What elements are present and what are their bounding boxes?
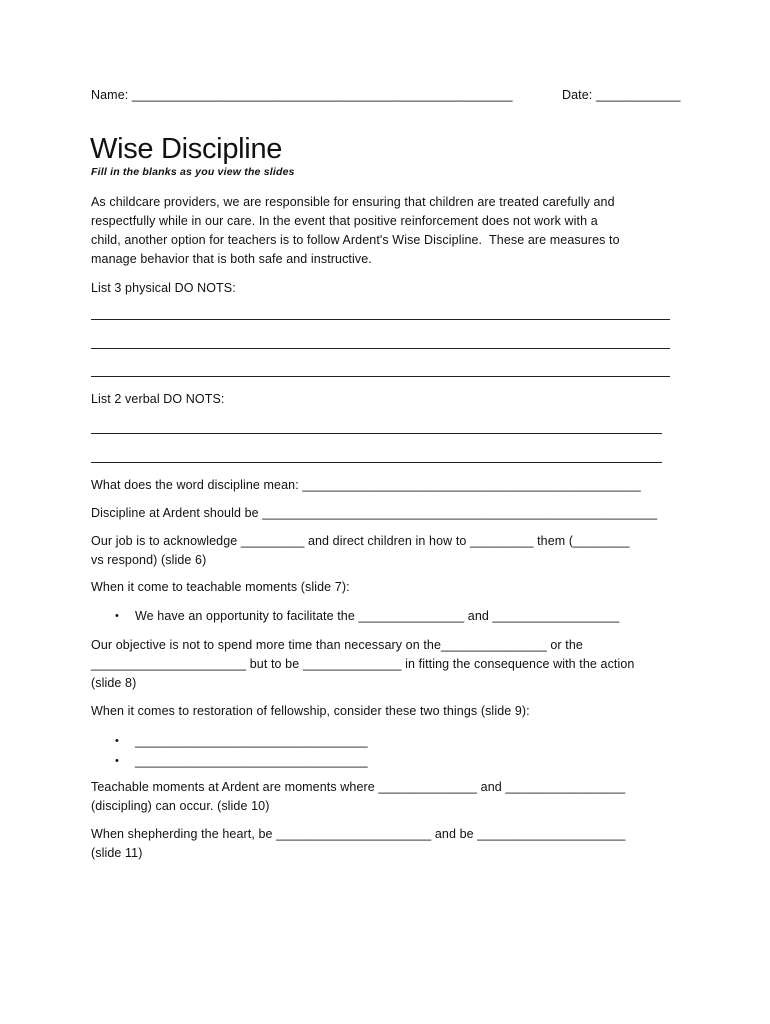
intro-line: respectfully while in our care. In the event that positive reinforcement does not work with a bbox=[91, 214, 598, 228]
page-title: Wise Discipline bbox=[90, 133, 283, 165]
verbal-answer-line-2[interactable] bbox=[91, 462, 662, 463]
physical-answer-line-1[interactable] bbox=[91, 319, 670, 320]
intro-line: As childcare providers, we are responsible for ensuring that children are treated carefully and bbox=[91, 195, 615, 209]
bullet-icon: • bbox=[115, 755, 119, 767]
date-field[interactable]: Date: ____________ bbox=[562, 88, 681, 102]
bullet-icon: • bbox=[115, 610, 119, 622]
question-objective-line[interactable]: ______________________ but to be ______________ in fitting the consequence with the action bbox=[91, 657, 635, 671]
intro-line: child, another option for teachers is to follow Ardent's Wise Discipline. These are measures to bbox=[91, 233, 620, 247]
question-objective-line: (slide 8) bbox=[91, 676, 137, 690]
physical-donots-label: List 3 physical DO NOTS: bbox=[91, 281, 236, 295]
question-heart-line: (slide 11) bbox=[91, 846, 143, 860]
intro-paragraph bbox=[91, 193, 676, 269]
verbal-answer-line-1[interactable] bbox=[91, 433, 662, 434]
verbal-donots-label: List 2 verbal DO NOTS: bbox=[91, 392, 225, 406]
intro-line: manage behavior that is both safe and instructive. bbox=[91, 252, 372, 266]
restoration-answer-2[interactable]: _________________________________ bbox=[135, 754, 368, 768]
restoration-answer-1[interactable]: _________________________________ bbox=[135, 734, 368, 748]
bullet-icon: • bbox=[115, 735, 119, 747]
question-moments-line: (discipling) can occur. (slide 10) bbox=[91, 799, 270, 813]
question-moments-line[interactable]: Teachable moments at Ardent are moments where ______________ and _________________ bbox=[91, 780, 626, 794]
question-job-line: vs respond) (slide 6) bbox=[91, 553, 207, 567]
name-field[interactable]: Name: ______________________________________________________ bbox=[91, 88, 513, 102]
question-discipline-meaning[interactable]: What does the word discipline mean: ________________________________________________ bbox=[91, 478, 641, 492]
question-job-line[interactable]: Our job is to acknowledge _________ and direct children in how to _________ them (________ bbox=[91, 534, 630, 548]
page-subtitle: Fill in the blanks as you view the slides bbox=[91, 166, 295, 178]
teachable-moments-heading: When it come to teachable moments (slide 7): bbox=[91, 580, 350, 594]
question-objective-line[interactable]: Our objective is not to spend more time than necessary on the_______________ or the bbox=[91, 638, 583, 652]
question-discipline-ardent[interactable]: Discipline at Ardent should be ________________________________________________________ bbox=[91, 506, 658, 520]
physical-answer-line-2[interactable] bbox=[91, 348, 670, 349]
physical-answer-line-3[interactable] bbox=[91, 376, 670, 377]
restoration-heading: When it comes to restoration of fellowship, consider these two things (slide 9): bbox=[91, 704, 530, 718]
question-heart-line[interactable]: When shepherding the heart, be ______________________ and be _____________________ bbox=[91, 827, 626, 841]
question-teachable-facilitate[interactable]: We have an opportunity to facilitate the _______________ and __________________ bbox=[135, 609, 620, 623]
